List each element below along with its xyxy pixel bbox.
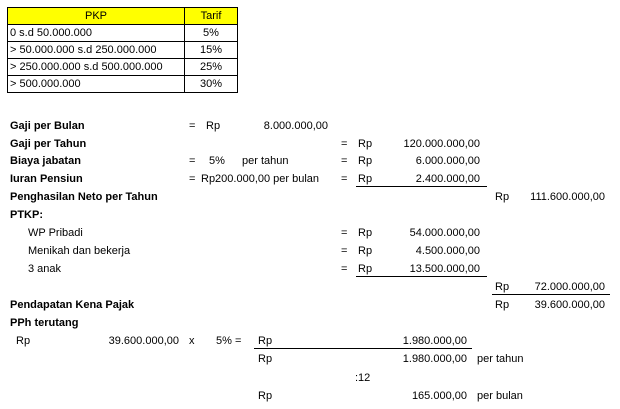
currency-rp: Rp	[358, 245, 373, 257]
header-pkp: PKP	[8, 8, 185, 25]
currency-rp: Rp	[495, 299, 510, 311]
gaji-tahun-label: Gaji per Tahun	[10, 138, 87, 150]
currency-rp: Rp	[495, 191, 510, 203]
table-cell-range: 0 s.d 50.000.000	[8, 25, 185, 42]
biaya-percent: 5%	[209, 155, 225, 167]
currency-rp: Rp	[258, 335, 273, 347]
table-cell-range: > 50.000.000 s.d 250.000.000	[8, 42, 185, 59]
equals-sign: =	[341, 245, 348, 257]
pph-per-tahun-value: 1.980.000,00	[402, 353, 467, 365]
currency-rp: Rp	[358, 138, 373, 150]
table-cell-rate: 5%	[185, 25, 238, 42]
divide-by-12: :12	[355, 372, 371, 384]
currency-rp: Rp	[358, 155, 373, 167]
biaya-jabatan-label: Biaya jabatan	[10, 155, 81, 167]
iuran-pensiun-label: Iuran Pensiun	[10, 173, 83, 185]
subtotal-line	[356, 186, 487, 187]
table-row	[8, 25, 238, 42]
anak-value: 13.500.000,00	[409, 263, 480, 275]
currency-rp: Rp	[358, 263, 373, 275]
anak-label: 3 anak	[28, 263, 62, 275]
currency-rp: Rp	[495, 281, 510, 293]
menikah-label: Menikah dan bekerja	[28, 245, 131, 257]
iuran-pensiun-value: 2.400.000,00	[415, 173, 480, 185]
table-cell-rate: 25%	[185, 59, 238, 76]
gaji-tahun-value: 120.000.000,00	[403, 138, 480, 150]
biaya-jabatan-value: 6.000.000,00	[415, 155, 480, 167]
table-row	[8, 42, 238, 59]
equals-sign: =	[341, 138, 348, 150]
subtotal-line	[254, 348, 472, 349]
pph-rate: 5% =	[216, 335, 242, 347]
equals-sign: =	[189, 120, 196, 132]
table-cell-rate: 30%	[185, 76, 238, 93]
total-line	[492, 294, 610, 295]
per-bulan-label: per bulan	[477, 390, 523, 402]
equals-sign: =	[341, 173, 348, 185]
currency-rp: Rp	[358, 173, 373, 185]
equals-sign: =	[341, 155, 348, 167]
ptkp-total-value: 72.000.000,00	[534, 281, 605, 293]
table-header-row	[8, 8, 238, 25]
tax-rate-table	[7, 7, 238, 93]
currency-rp: Rp	[16, 335, 31, 347]
ptkp-label: PTKP:	[10, 209, 43, 221]
multiply-sign: x	[189, 335, 195, 347]
equals-sign: =	[189, 155, 196, 167]
wp-pribadi-value: 54.000.000,00	[409, 227, 480, 239]
pph-per-bulan-value: 165.000,00	[411, 390, 467, 402]
per-tahun-label: per tahun	[477, 353, 524, 365]
gaji-bulan-value: 8.000.000,00	[263, 120, 328, 132]
table-row	[8, 76, 238, 93]
currency-rp: Rp	[258, 390, 273, 402]
table-row	[8, 59, 238, 76]
neto-label: Penghasilan Neto per Tahun	[10, 191, 158, 203]
header-tarif: Tarif	[185, 8, 238, 25]
iuran-rate: Rp200.000,00 per bulan	[201, 173, 320, 185]
currency-rp: Rp	[206, 120, 221, 132]
pph-label: PPh terutang	[10, 317, 79, 329]
menikah-value: 4.500.000,00	[415, 245, 480, 257]
pkp-value: 39.600.000,00	[534, 299, 605, 311]
currency-rp: Rp	[258, 353, 273, 365]
pkp-label: Pendapatan Kena Pajak	[10, 299, 135, 311]
equals-sign: =	[189, 173, 196, 185]
table-cell-rate: 15%	[185, 42, 238, 59]
pph-result-value: 1.980.000,00	[402, 335, 467, 347]
equals-sign: =	[341, 227, 348, 239]
wp-pribadi-label: WP Pribadi	[28, 227, 83, 239]
neto-value: 111.600.000,00	[530, 191, 605, 203]
currency-rp: Rp	[358, 227, 373, 239]
subtotal-line	[356, 276, 487, 277]
pph-base-value: 39.600.000,00	[108, 335, 179, 347]
gaji-bulan-label: Gaji per Bulan	[10, 120, 85, 132]
table-cell-range: > 250.000.000 s.d 500.000.000	[8, 59, 185, 76]
biaya-per-tahun: per tahun	[242, 155, 289, 167]
equals-sign: =	[341, 263, 348, 275]
table-cell-range: > 500.000.000	[8, 76, 185, 93]
